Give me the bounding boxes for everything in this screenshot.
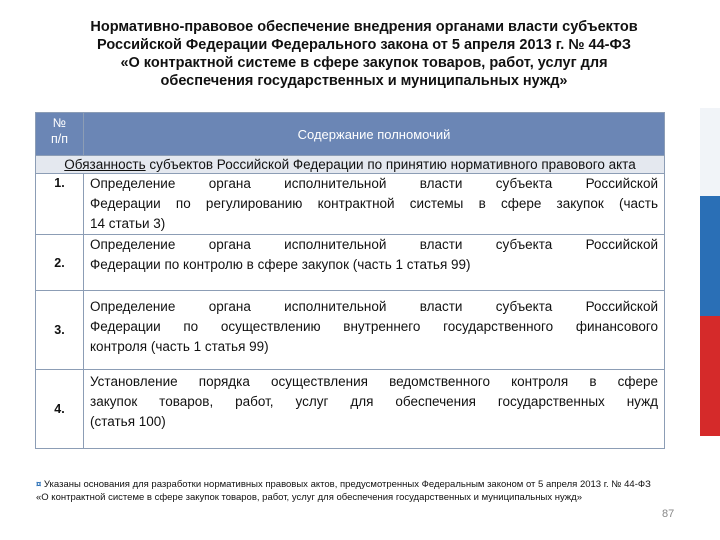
flag-white-stripe [700,108,720,196]
title-line-1: Нормативно-правовое обеспечение внедрения органами власти субъектов [90,19,638,35]
row-text-line: 14 статьи 3) [90,216,166,231]
row-text-line: Определение органа исполнительной власти субъекта Российской [90,176,658,191]
header-content-cell: Содержание полномочий [84,113,665,156]
section-row [36,156,665,174]
row-text-line: Установление порядка осуществления ведомственного контроля в сфере [90,374,658,389]
row-text-line: Федерации по регулированию контрактной системы в сфере закупок (часть [90,196,658,211]
row-text-line: Федерации по контролю в сфере закупок (часть 1 статья 99) [90,257,471,272]
row-text-line: Определение органа исполнительной власти субъекта Российской [90,299,658,314]
header-number-cell [36,113,84,156]
row-number: 3. [36,291,84,370]
row-number: 2. [36,235,84,291]
section-cell [36,156,665,174]
row-text [84,370,665,449]
header-number-sign: № [52,116,67,130]
row-text-line: (статья 100) [90,414,166,429]
table-row [36,235,665,291]
row-text [84,291,665,370]
table-row [36,174,665,235]
row-number: 4. [36,370,84,449]
powers-table [35,112,665,449]
flag-blue-stripe [700,196,720,316]
table-row [36,291,665,370]
table-header-row [36,113,665,156]
row-text-line: контроля (часть 1 статья 99) [90,339,269,354]
header-number-pp: п/п [50,132,68,146]
row-text-line: закупок товаров, работ, услуг для обеспечения государственных нужд [90,394,658,409]
row-text [84,235,665,291]
footnote-marker: ¤ [36,479,42,490]
row-text [84,174,665,235]
flag-red-stripe [700,316,720,436]
slide-title [44,18,684,90]
section-underlined-word: Обязанность [64,157,146,172]
section-text: субъектов Российской Федерации по принятию нормативного правового акта [145,157,636,172]
table-row [36,370,665,449]
title-line-3: «О контрактной системе в сфере закупок товаров, работ, услуг для [120,55,608,71]
footnote-text: Указаны основания для разработки нормативных правовых актов, предусмотренных Федеральным законом от 5 апреля 2013 г. № 44-ФЗ «О контрактной системе в сфере закупок товаров, работ, услуг для обеспечения государственных и муниципальных нужд» [36,479,651,503]
row-text-line: Определение органа исполнительной власти субъекта Российской [90,237,658,252]
page-number: 87 [662,508,675,520]
row-text-line: Федерации по осуществлению внутреннего государственного финансового [90,319,658,334]
title-line-2: Российской Федерации Федерального закона от 5 апреля 2013 г. № 44-ФЗ [97,37,631,53]
row-number: 1. [36,174,84,235]
footnote [36,478,666,504]
title-line-4: обеспечения государственных и муниципальных нужд» [160,73,568,89]
